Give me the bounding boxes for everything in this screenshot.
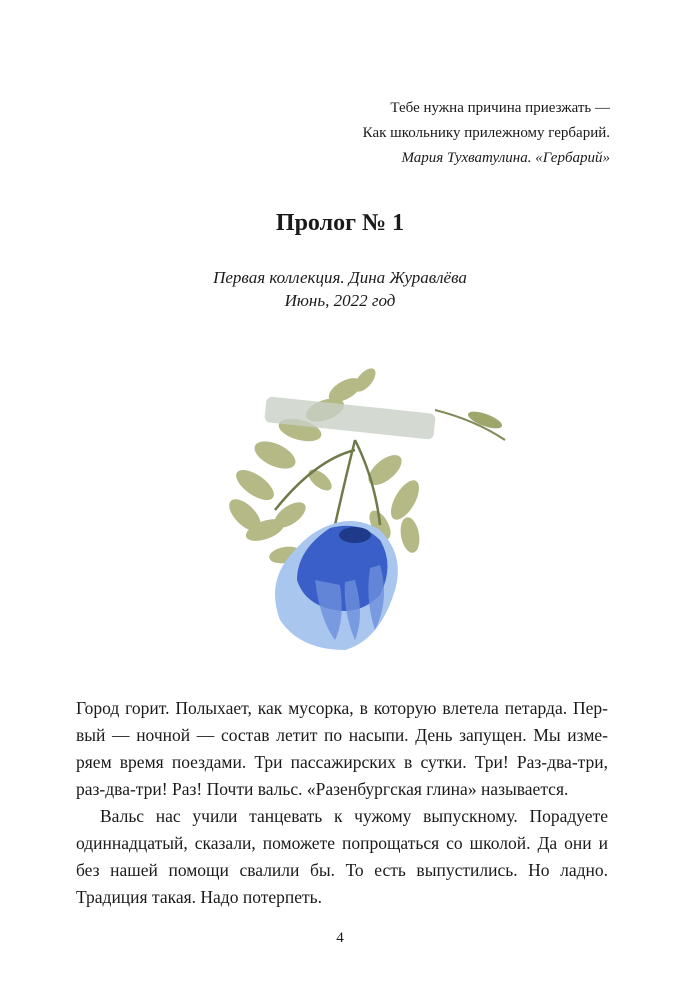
epigraph-author: Мария Тухватулина. «Гербарий» (401, 150, 610, 166)
text-line: Традиция такая. Надо потерпеть. (76, 887, 323, 907)
page-number: 4 (336, 930, 344, 946)
pressed-flower-illustration (205, 350, 525, 670)
text-line: ряем время поездами. Три пассажирских в сутки. Три! Раз-два-три, (76, 752, 608, 772)
body-text (76, 695, 608, 911)
text-line: одиннадцатый, сказали, поможете попрощаться со школой. Да они (76, 833, 592, 853)
text-line: Город горит. Полыхает, как мусорка, в которую влетела петарда. Пер- (76, 698, 608, 718)
text-line: вый — ночной — состав летит по насыпи. День запущен. Мы изме- (76, 725, 608, 745)
text-line: Вальс нас учили танцевать к чужому выпускному. Порадуете (100, 806, 608, 826)
paragraph-2 (76, 803, 608, 911)
flower-icon (205, 350, 525, 670)
chapter-title: Пролог № 1 (275, 210, 405, 236)
chapter-subtitle (0, 266, 680, 312)
text-line: раз-два-три! Раз! Почти вальс. «Разенбургская глина» называется. (76, 779, 569, 799)
epigraph (363, 96, 610, 171)
chapter-subtitle-line-1: Первая коллекция. Дина Журавлёва (213, 268, 467, 287)
epigraph-line-2: Как школьнику прилежному гербарий. (362, 125, 610, 141)
epigraph-line-1: Тебе нужна причина приезжать — (390, 100, 610, 116)
text-line: и без нашей помощи свалили бы. То есть выпустились. Но ладно. (76, 833, 608, 880)
paragraph-1 (76, 695, 608, 803)
chapter-subtitle-line-2: Июнь, 2022 год (284, 291, 396, 310)
